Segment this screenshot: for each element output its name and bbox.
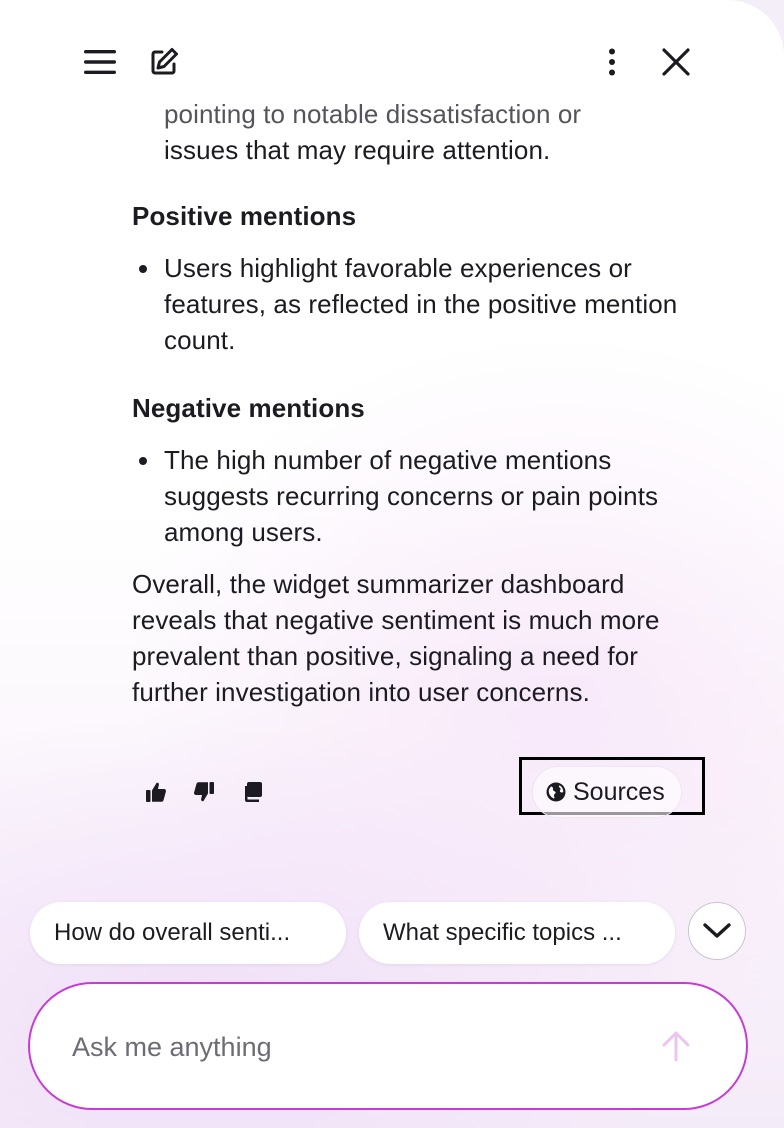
top-toolbar <box>0 0 784 110</box>
copy-icon[interactable] <box>236 776 268 808</box>
chat-input-container <box>28 982 748 1110</box>
suggestion-chip-1[interactable] <box>30 902 346 964</box>
suggestion-chip-2[interactable] <box>359 902 675 964</box>
section-heading-positive: Positive mentions <box>132 201 357 231</box>
suggestion-chip-label: How do overall senti... <box>54 919 291 946</box>
arrow-up-icon[interactable] <box>656 1026 696 1066</box>
bullet-positive: Users highlight favorable experiences or features, as reflected in the positive mention count. <box>132 250 692 358</box>
thumbs-up-icon[interactable] <box>140 776 172 808</box>
edit-compose-icon[interactable] <box>144 42 184 82</box>
summary-paragraph: Overall, the widget summarizer dashboard reveals that negative sentiment is much more prevalent than positive, signaling a need for further investigation into user concerns. <box>132 569 660 707</box>
bullet-negative: The high number of negative mentions suggests recurring concerns or pain points among users. <box>132 442 692 550</box>
sources-button[interactable] <box>532 766 682 818</box>
vertical-ellipsis-icon[interactable] <box>596 42 628 82</box>
message-actions <box>140 776 268 808</box>
globe-icon <box>545 781 567 803</box>
close-icon[interactable] <box>656 42 696 82</box>
thumbs-down-icon[interactable] <box>188 776 220 808</box>
chat-input[interactable] <box>70 1014 634 1080</box>
assistant-message <box>132 96 692 710</box>
section-heading-negative: Negative mentions <box>132 393 365 423</box>
intro-text-line-1: pointing to notable dissatisfaction or <box>164 99 582 129</box>
suggestion-chip-label: What specific topics ... <box>383 919 622 946</box>
hamburger-menu-icon[interactable] <box>80 42 120 82</box>
sources-label: Sources <box>573 777 665 806</box>
intro-text-line-2: issues that may require attention. <box>164 135 551 165</box>
chevron-down-icon[interactable] <box>688 902 746 960</box>
